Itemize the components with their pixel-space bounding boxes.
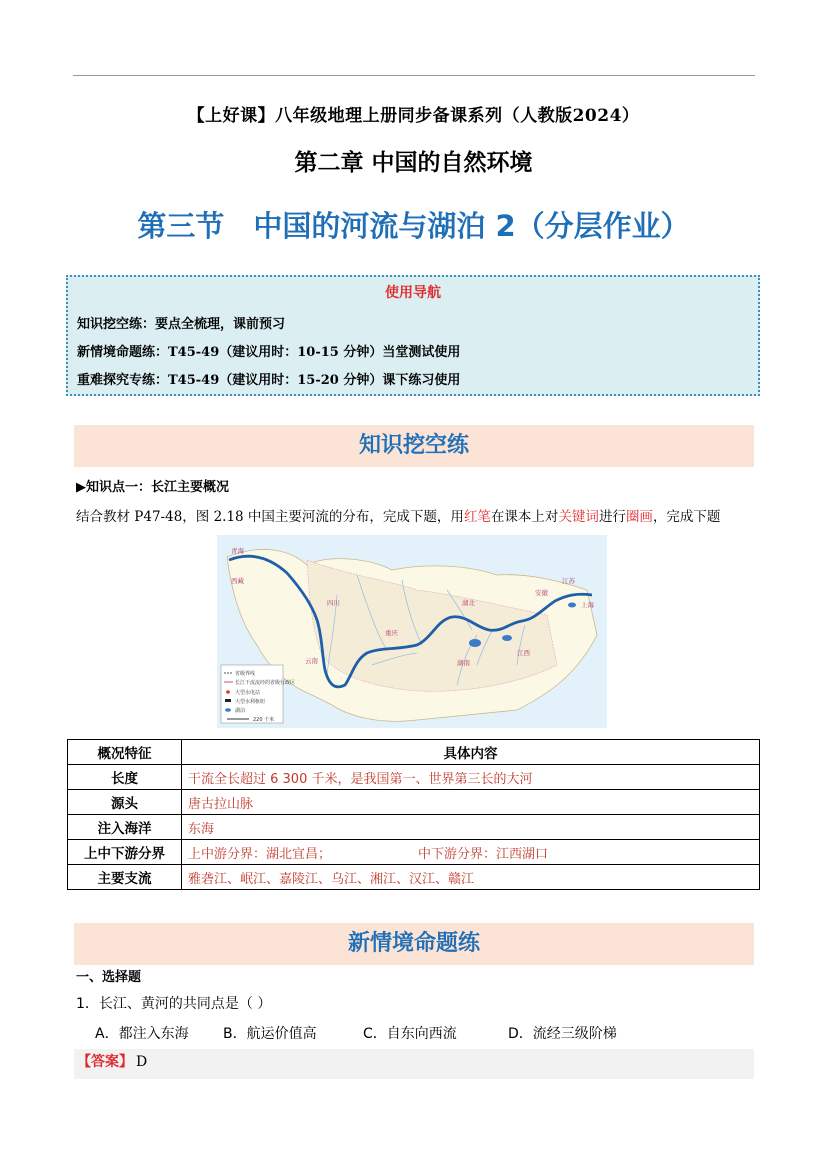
svg-text:大型水利枢纽: 大型水利枢纽 bbox=[235, 699, 266, 705]
map-label-hubei: 湖北 bbox=[462, 599, 475, 607]
usage-guide-box bbox=[66, 275, 760, 396]
guide-line-2: 新情境命题练：T45-49（建议用时：10-15 分钟）当堂测试使用 bbox=[77, 345, 461, 360]
table-key: 上中下游分界 bbox=[68, 840, 182, 865]
table-header-content: 具体内容 bbox=[182, 740, 760, 765]
table-key: 主要支流 bbox=[68, 865, 182, 890]
map-label-chongqing: 重庆 bbox=[385, 629, 398, 637]
table-header-feature: 概况特征 bbox=[68, 740, 182, 765]
knowledge-banner-text: 知识挖空练 bbox=[358, 433, 469, 458]
svg-text:大型水电站: 大型水电站 bbox=[235, 690, 261, 696]
table-value: 唐古拉山脉 bbox=[182, 790, 760, 815]
yangtze-overview-table bbox=[67, 739, 760, 890]
table-row bbox=[68, 815, 760, 840]
map-label-qinghai: 青海 bbox=[231, 547, 244, 555]
question-1-stem: 1．长江、黄河的共同点是（ ） bbox=[76, 996, 272, 1012]
chapter-title: 第二章 中国的自然环境 bbox=[294, 150, 533, 176]
option-c: C．自东向西流 bbox=[363, 1026, 457, 1042]
svg-text:长江干流流经的省级行政区: 长江干流流经的省级行政区 bbox=[235, 680, 296, 686]
choice-section-heading: 一、选择题 bbox=[76, 970, 142, 985]
knowledge-point-heading: ▶知识点一：长江主要概况 bbox=[76, 480, 229, 495]
table-row bbox=[68, 865, 760, 890]
option-d: D．流经三级阶梯 bbox=[508, 1026, 617, 1042]
map-label-yunnan: 云南 bbox=[305, 657, 318, 665]
table-row bbox=[68, 840, 760, 865]
svg-text:220 千米: 220 千米 bbox=[253, 717, 275, 723]
answer-label: 【答案】 bbox=[77, 1054, 133, 1070]
middle-lower-boundary: 中下游分界：江西湖口 bbox=[418, 846, 549, 862]
map-label-anhui: 安徽 bbox=[535, 589, 548, 597]
map-label-hunan: 湖南 bbox=[457, 659, 470, 667]
option-a: A．都注入东海 bbox=[95, 1026, 189, 1042]
map-label-jiangsu: 江苏 bbox=[562, 577, 575, 585]
table-value: 雅砻江、岷江、嘉陵江、乌江、湘江、汉江、赣江 bbox=[182, 865, 760, 890]
section-title: 第三节 中国的河流与湖泊 2（分层作业） bbox=[137, 209, 690, 243]
top-rule bbox=[73, 75, 755, 76]
new-context-banner-text: 新情境命题练 bbox=[347, 931, 480, 956]
guide-line-1: 知识挖空练：要点全梳理，课前预习 bbox=[77, 317, 286, 332]
option-b: B．航运价值高 bbox=[223, 1026, 317, 1042]
table-key: 注入海洋 bbox=[68, 815, 182, 840]
knowledge-banner bbox=[74, 425, 754, 467]
map-label-jiangxi: 江西 bbox=[517, 649, 530, 657]
table-value: 干流全长超过 6 300 千米，是我国第一、世界第三长的大河 bbox=[182, 765, 760, 790]
table-key: 源头 bbox=[68, 790, 182, 815]
usage-guide-title: 使用导航 bbox=[385, 285, 441, 301]
map-label-sichuan: 四川 bbox=[327, 599, 340, 607]
yangtze-river-map bbox=[217, 535, 607, 728]
guide-line-3: 重难探究专练：T45-49（建议用时：15-20 分钟）课下练习使用 bbox=[77, 373, 461, 388]
answer-box bbox=[74, 1049, 754, 1079]
svg-text:省级界线: 省级界线 bbox=[235, 671, 256, 677]
instruction-text: 结合教材 P47-48，图 2.18 中国主要河流的分布，完成下题，用红笔在课本上对关键词进行圈画，完成下题 bbox=[76, 509, 721, 525]
table-row bbox=[68, 765, 760, 790]
svg-text:湖泊: 湖泊 bbox=[235, 708, 246, 714]
table-value: 东海 bbox=[182, 815, 760, 840]
series-title: 【上好课】八年级地理上册同步备课系列（人教版2024） bbox=[187, 106, 640, 126]
answer-value: D bbox=[136, 1054, 148, 1070]
new-context-banner bbox=[74, 923, 754, 965]
map-label-shanghai: 上海 bbox=[581, 601, 594, 609]
map-label-xizang: 西藏 bbox=[231, 577, 244, 585]
table-row bbox=[68, 790, 760, 815]
upper-middle-boundary: 上中游分界：湖北宜昌； bbox=[188, 846, 332, 862]
table-key: 长度 bbox=[68, 765, 182, 790]
table-header-row bbox=[68, 740, 760, 765]
